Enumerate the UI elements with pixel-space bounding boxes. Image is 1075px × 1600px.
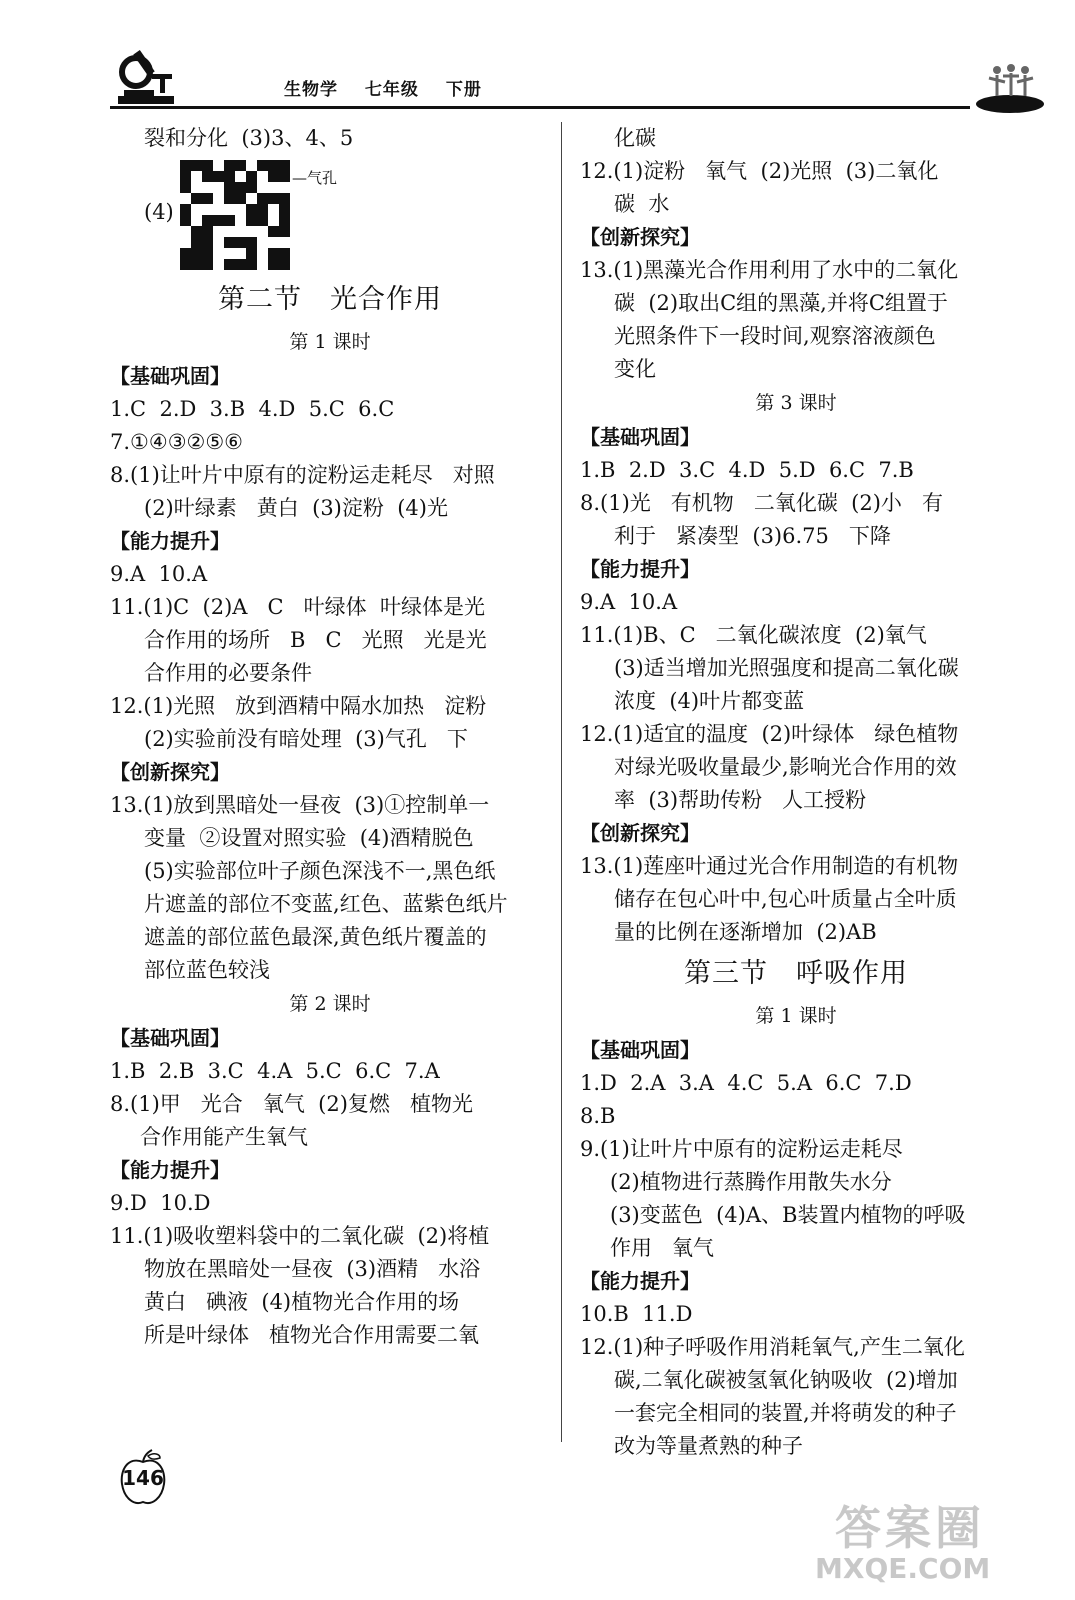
text-line: 裂和分化 (3)3、4、5	[144, 126, 354, 150]
section-label: 【能力提升】	[110, 529, 230, 553]
section-label: 【创新探究】	[110, 760, 230, 784]
header-grade: 七年级	[364, 80, 419, 100]
text-line: 13.(1)莲座叶通过光合作用制造的有机物	[580, 854, 959, 878]
text-line: 改为等量煮熟的种子	[614, 1434, 803, 1458]
text-line: 10.B 11.D	[580, 1302, 693, 1326]
text-line: 合作用的场所 B C 光照 光是光	[144, 628, 487, 652]
stomata-image	[180, 160, 290, 270]
text-line: 1.C 2.D 3.B 4.D 5.C 6.C	[110, 397, 395, 421]
text-line: 光照条件下一段时间,观察溶液颜色	[614, 324, 936, 348]
text-line: 1.B 2.D 3.C 4.D 5.D 6.C 7.B	[580, 458, 914, 482]
header-rule	[110, 106, 970, 109]
text-line: (5)实验部位叶子颜色深浅不一,黑色纸	[144, 859, 496, 883]
header-title	[284, 75, 502, 100]
text-line: 一套完全相同的装置,并将萌发的种子	[614, 1401, 957, 1425]
text-line: 13.(1)放到黑暗处一昼夜 (3)①控制单一	[110, 793, 490, 817]
section-title	[110, 275, 550, 325]
text-line: 11.(1)吸收塑料袋中的二氧化碳 (2)将植	[110, 1224, 490, 1248]
text-line: 12.(1)种子呼吸作用消耗氧气,产生二氧化	[580, 1335, 965, 1359]
text-line: 9.A 10.A	[110, 562, 208, 586]
text-line: 部位蓝色较浅	[144, 958, 270, 982]
section-label: 【能力提升】	[580, 557, 700, 581]
section-label: 【能力提升】	[110, 1158, 230, 1182]
text-line: 9.A 10.A	[580, 590, 678, 614]
section-label: 【基础巩固】	[580, 425, 700, 449]
text-line: 12.(1)适宜的温度 (2)叶绿体 绿色植物	[580, 722, 959, 746]
text-line: 12.(1)光照 放到酒精中隔水加热 淀粉	[110, 694, 487, 718]
lesson-heading: 第 1 课时	[755, 1005, 837, 1027]
text-line: 8.B	[580, 1104, 616, 1128]
section-label: 【基础巩固】	[110, 1026, 230, 1050]
page-number: 146	[122, 1466, 164, 1490]
watermark-url: MXQE.COM	[815, 1552, 991, 1585]
text-line: 1.D 2.A 3.A 4.C 5.A 6.C 7.D	[580, 1071, 912, 1095]
text-line: (2)实验前没有暗处理 (3)气孔 下	[144, 727, 468, 751]
text-line: 变量 ②设置对照实验 (4)酒精脱色	[144, 826, 474, 850]
text-line: 率 (3)帮助传粉 人工授粉	[614, 788, 867, 812]
leaf-figure	[110, 155, 550, 275]
text-line: 碳 水	[614, 192, 670, 216]
section-label: 【基础巩固】	[580, 1038, 700, 1062]
section-title	[580, 949, 1012, 999]
right-column	[580, 122, 1012, 1463]
text-line: 化碳	[614, 126, 656, 150]
text-line: (3)变蓝色 (4)A、B装置内植物的呼吸	[610, 1203, 966, 1227]
left-column	[110, 122, 550, 1352]
text-line: 13.(1)黑藻光合作用利用了水中的二氧化	[580, 258, 959, 282]
text-line: 碳 (2)取出C组的黑藻,并将C组置于	[614, 291, 948, 315]
section-label: 【创新探究】	[580, 821, 700, 845]
page-number-badge	[118, 1448, 168, 1508]
text-line: 9.(1)让叶片中原有的淀粉运走耗尽	[580, 1137, 903, 1161]
text-line: 合作用能产生氧气	[140, 1125, 308, 1149]
column-divider	[561, 122, 562, 1442]
watermark	[815, 1492, 1065, 1592]
section-name: 光合作用	[330, 284, 442, 315]
text-line: (2)植物进行蒸腾作用散失水分	[610, 1170, 892, 1194]
text-line: (2)叶绿素 黄白 (3)淀粉 (4)光	[144, 496, 448, 520]
text-line: 碳,二氧化碳被氢氧化钠吸收 (2)增加	[614, 1368, 958, 1392]
section-label: 【创新探究】	[580, 225, 700, 249]
text-line: 合作用的必要条件	[144, 661, 312, 685]
text-line: 片遮盖的部位不变蓝,红色、蓝紫色纸片	[144, 892, 508, 916]
text-line: 利于 紧凑型 (3)6.75 下降	[614, 524, 891, 548]
text-line: 黄白 碘液 (4)植物光合作用的场	[144, 1290, 460, 1314]
text-line: 11.(1)B、C 二氧化碳浓度 (2)氧气	[580, 623, 927, 647]
section-number: 第二节	[218, 284, 302, 315]
figure-label: (4)	[144, 200, 174, 224]
text-line: 浓度 (4)叶片都变蓝	[614, 689, 805, 713]
text-line: 遮盖的部位蓝色最深,黄色纸片覆盖的	[144, 925, 487, 949]
text-line: 9.D 10.D	[110, 1191, 211, 1215]
section-label: 【基础巩固】	[110, 364, 230, 388]
text-line: 11.(1)C (2)A C 叶绿体 叶绿体是光	[110, 595, 485, 619]
text-line: 8.(1)甲 光合 氧气 (2)复燃 植物光	[110, 1092, 473, 1116]
text-line: 作用 氧气	[610, 1236, 715, 1260]
text-line: (3)适当增加光照强度和提高二氧化碳	[614, 656, 959, 680]
header-subject: 生物学	[284, 80, 338, 100]
text-line: 8.(1)让叶片中原有的淀粉运走耗尽 对照	[110, 463, 495, 487]
text-line: 12.(1)淀粉 氧气 (2)光照 (3)二氧化	[580, 159, 939, 183]
people-icon	[975, 60, 1045, 114]
lesson-heading: 第 3 课时	[755, 392, 837, 414]
stomata-annotation: —气孔	[292, 169, 338, 187]
text-line: 7.①④③②⑤⑥	[110, 430, 243, 454]
text-line: 对绿光吸收量最少,影响光合作用的效	[614, 755, 957, 779]
page-header	[100, 40, 1060, 115]
text-line: 量的比例在逐渐增加 (2)AB	[614, 920, 877, 944]
text-line: 变化	[614, 357, 656, 381]
section-name: 呼吸作用	[796, 958, 908, 989]
text-line: 1.B 2.B 3.C 4.A 5.C 6.C 7.A	[110, 1059, 440, 1083]
text-line: 物放在黑暗处一昼夜 (3)酒精 水浴	[144, 1257, 481, 1281]
lesson-heading: 第 2 课时	[289, 993, 371, 1015]
microscope-icon	[114, 46, 178, 108]
text-line: 储存在包心叶中,包心叶质量占全叶质	[614, 887, 957, 911]
section-number: 第三节	[684, 958, 768, 989]
section-label: 【能力提升】	[580, 1269, 700, 1293]
text-line: 8.(1)光 有机物 二氧化碳 (2)小 有	[580, 491, 943, 515]
header-volume: 下册	[445, 80, 482, 100]
lesson-heading: 第 1 课时	[289, 331, 371, 353]
text-line: 所是叶绿体 植物光合作用需要二氧	[144, 1323, 480, 1347]
watermark-logo-text: 答案圈	[835, 1501, 985, 1555]
